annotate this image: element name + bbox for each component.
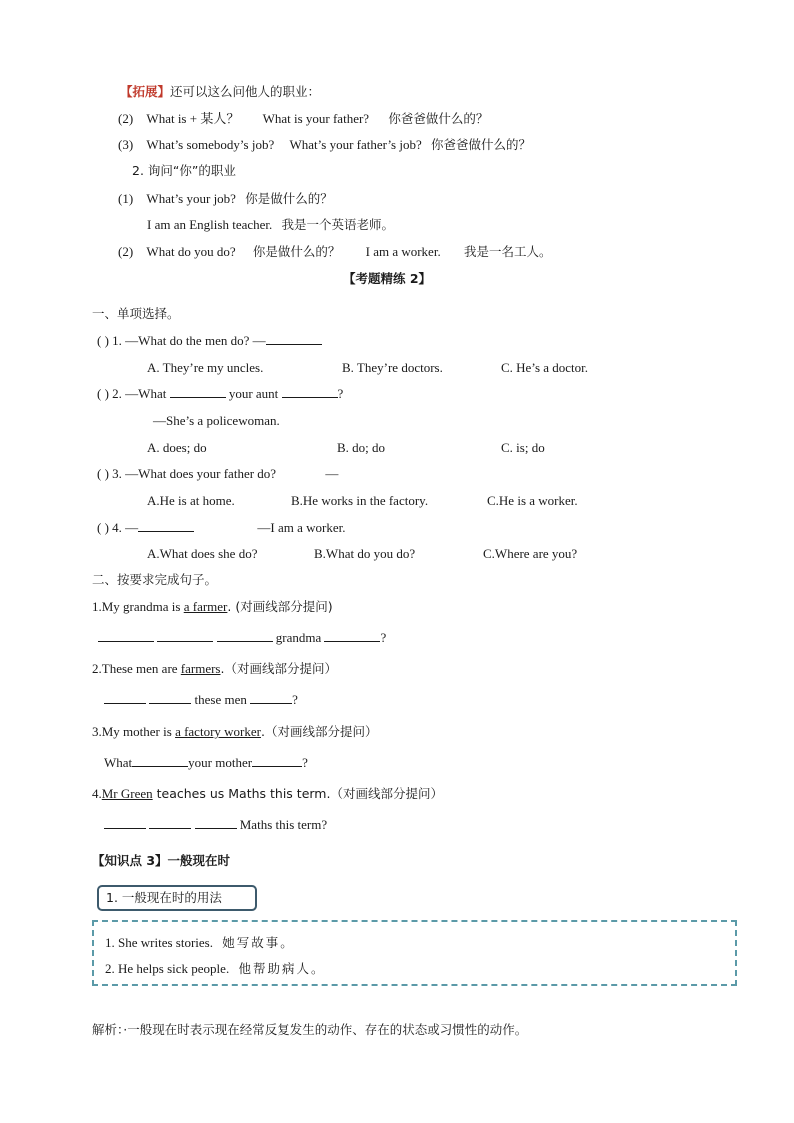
answer-word: grandma	[275, 630, 322, 645]
answer-blank[interactable]	[149, 691, 191, 704]
sentence-4-answer	[104, 816, 327, 834]
sentence: What do you do?	[146, 244, 236, 259]
underlined-phrase: farmers	[180, 661, 221, 676]
underlined-phrase: a factory worker	[175, 724, 261, 739]
sentence-text: 2.These men are	[92, 661, 181, 676]
question-mark: ?	[380, 630, 387, 645]
sentence-4	[92, 785, 443, 803]
analysis-text: 解析：·一般现在时表示现在经常反复发生的动作、存在的状态或习惯性的动作。	[92, 1022, 528, 1037]
answer-word: your mother	[188, 755, 253, 770]
example-translation: 她写故事。	[222, 935, 295, 950]
part2-heading: 二、按要求完成句子。	[92, 572, 218, 587]
reply-dash: —	[325, 466, 339, 481]
question-stem: 2. —What	[112, 386, 167, 401]
translation: 你爸爸做什么的？	[431, 137, 532, 152]
question-2-option-a: A. does; do	[147, 440, 207, 455]
question-stem: 1. —What do the men do? —	[112, 333, 266, 348]
knowledge-point-3-heading: 【知识点 3】一般现在时	[92, 853, 231, 868]
ask-you-line-1	[118, 190, 333, 208]
sentence-text: 4.	[92, 786, 102, 801]
example-sentence: 1. She writes stories.	[105, 935, 213, 950]
part1-heading: 一、单项选择。	[92, 306, 180, 321]
answer-blank[interactable]	[195, 816, 237, 829]
instruction: .（对画线部分提问）	[260, 724, 378, 739]
sentence: I am an English teacher.	[147, 217, 273, 232]
translation: 你是做什么的？	[252, 244, 341, 259]
extension-line-3	[118, 136, 531, 154]
extension-line-2	[118, 110, 488, 128]
question-1-option-b: B. They’re doctors.	[342, 360, 443, 375]
question-3-option-c: C.He is a worker.	[487, 493, 578, 508]
ask-you-answer-1	[147, 216, 394, 234]
translation: 我是一个英语老师。	[281, 217, 395, 232]
question-1-option-a: A. They’re my uncles.	[147, 360, 264, 375]
sentence: What’s your job?	[146, 191, 236, 206]
question-mark: ?	[302, 755, 308, 770]
item-number: (2)	[118, 111, 134, 126]
sentence-2	[92, 660, 337, 678]
item-number: (1)	[118, 191, 134, 206]
question-3-option-a: A.He is at home.	[147, 493, 235, 508]
translation: 你是做什么的？	[245, 191, 333, 206]
answer-word: What	[104, 755, 133, 770]
question-3-option-b: B.He works in the factory.	[291, 493, 429, 508]
question-reply: —I am a worker.	[257, 520, 346, 535]
sentence: What’s your father’s job?	[289, 137, 422, 152]
question-2-option-b: B. do; do	[337, 440, 386, 455]
answer-blank[interactable]	[170, 385, 226, 398]
answer-blank[interactable]	[104, 691, 146, 704]
answer-blank[interactable]	[250, 691, 292, 704]
instruction: . (对画线部分提问)	[227, 599, 333, 614]
answer-blank[interactable]	[104, 816, 146, 829]
extension-intro	[120, 83, 320, 101]
sentence-3-answer	[104, 754, 308, 772]
item-number: (3)	[118, 137, 134, 152]
question-4	[97, 519, 346, 537]
question-1-option-c: C. He’s a doctor.	[501, 360, 589, 375]
question-4-option-b: B.What do you do?	[314, 546, 416, 561]
sentence-text: 1.My grandma is	[92, 599, 184, 614]
question-mark: ?	[292, 692, 298, 707]
question-3	[97, 465, 338, 483]
usage-title: 1. 一般现在时的用法	[106, 890, 222, 905]
ask-you-line-2	[118, 243, 551, 261]
extension-tag: 【拓展】	[120, 84, 171, 99]
sentence-1	[92, 598, 333, 616]
sentence-2-answer	[104, 691, 298, 709]
answer-blank[interactable]	[138, 519, 194, 532]
sentence: I am a worker.	[365, 244, 441, 259]
question-2	[97, 385, 343, 403]
answer-blank[interactable]	[282, 385, 338, 398]
sentence-text: 3.My mother is	[92, 724, 176, 739]
item-number: (2)	[118, 244, 134, 259]
question-4-option-a: A.What does she do?	[147, 546, 258, 561]
question-stem: your aunt	[228, 386, 279, 401]
translation: 你爸爸做什么的？	[388, 111, 489, 126]
translation: 我是一名工人。	[463, 244, 552, 259]
underlined-phrase: a farmer	[183, 599, 228, 614]
answer-paren: ( )	[97, 466, 109, 481]
answer-paren: ( )	[97, 520, 109, 535]
sentence-3	[92, 723, 377, 741]
question-1	[97, 332, 322, 350]
sentence-1-answer	[98, 629, 386, 647]
question-stem: 4. —	[112, 520, 139, 535]
sentence: What is + 某人？	[146, 111, 240, 126]
question-stem: 3. —What does your father do?	[112, 466, 277, 481]
question-2-reply: —She’s a policewoman.	[153, 413, 280, 428]
answer-blank[interactable]	[217, 629, 273, 642]
example-1	[105, 934, 295, 952]
answer-blank[interactable]	[98, 629, 154, 642]
question-mark: ?	[337, 386, 344, 401]
instruction: teaches us Maths this term.（对画线部分提问）	[152, 786, 443, 801]
sentence: What’s somebody’s job?	[146, 137, 275, 152]
answer-word: Maths this term?	[239, 817, 328, 832]
section-title: 【考题精练 2】	[343, 271, 432, 286]
instruction: .（对画线部分提问）	[220, 661, 337, 676]
question-4-option-c: C.Where are you?	[483, 546, 578, 561]
ask-you-heading: 2. 询问“你”的职业	[132, 163, 236, 178]
answer-paren: ( )	[97, 386, 109, 401]
answer-blank[interactable]	[149, 816, 191, 829]
answer-blank[interactable]	[132, 754, 188, 767]
sentence: What is your father?	[262, 111, 370, 126]
extension-intro-text: 还可以这么问他人的职业：	[170, 84, 321, 99]
answer-blank[interactable]	[266, 332, 322, 345]
example-translation: 他帮助病人。	[238, 961, 326, 976]
answer-paren: ( )	[97, 333, 109, 348]
example-2	[105, 960, 325, 978]
answer-blank[interactable]	[324, 629, 380, 642]
underlined-phrase: Mr Green	[101, 786, 153, 801]
example-sentence: 2. He helps sick people.	[105, 961, 230, 976]
answer-blank[interactable]	[157, 629, 213, 642]
answer-word: these men	[194, 692, 247, 707]
answer-blank[interactable]	[252, 754, 302, 767]
question-2-option-c: C. is; do	[501, 440, 545, 455]
